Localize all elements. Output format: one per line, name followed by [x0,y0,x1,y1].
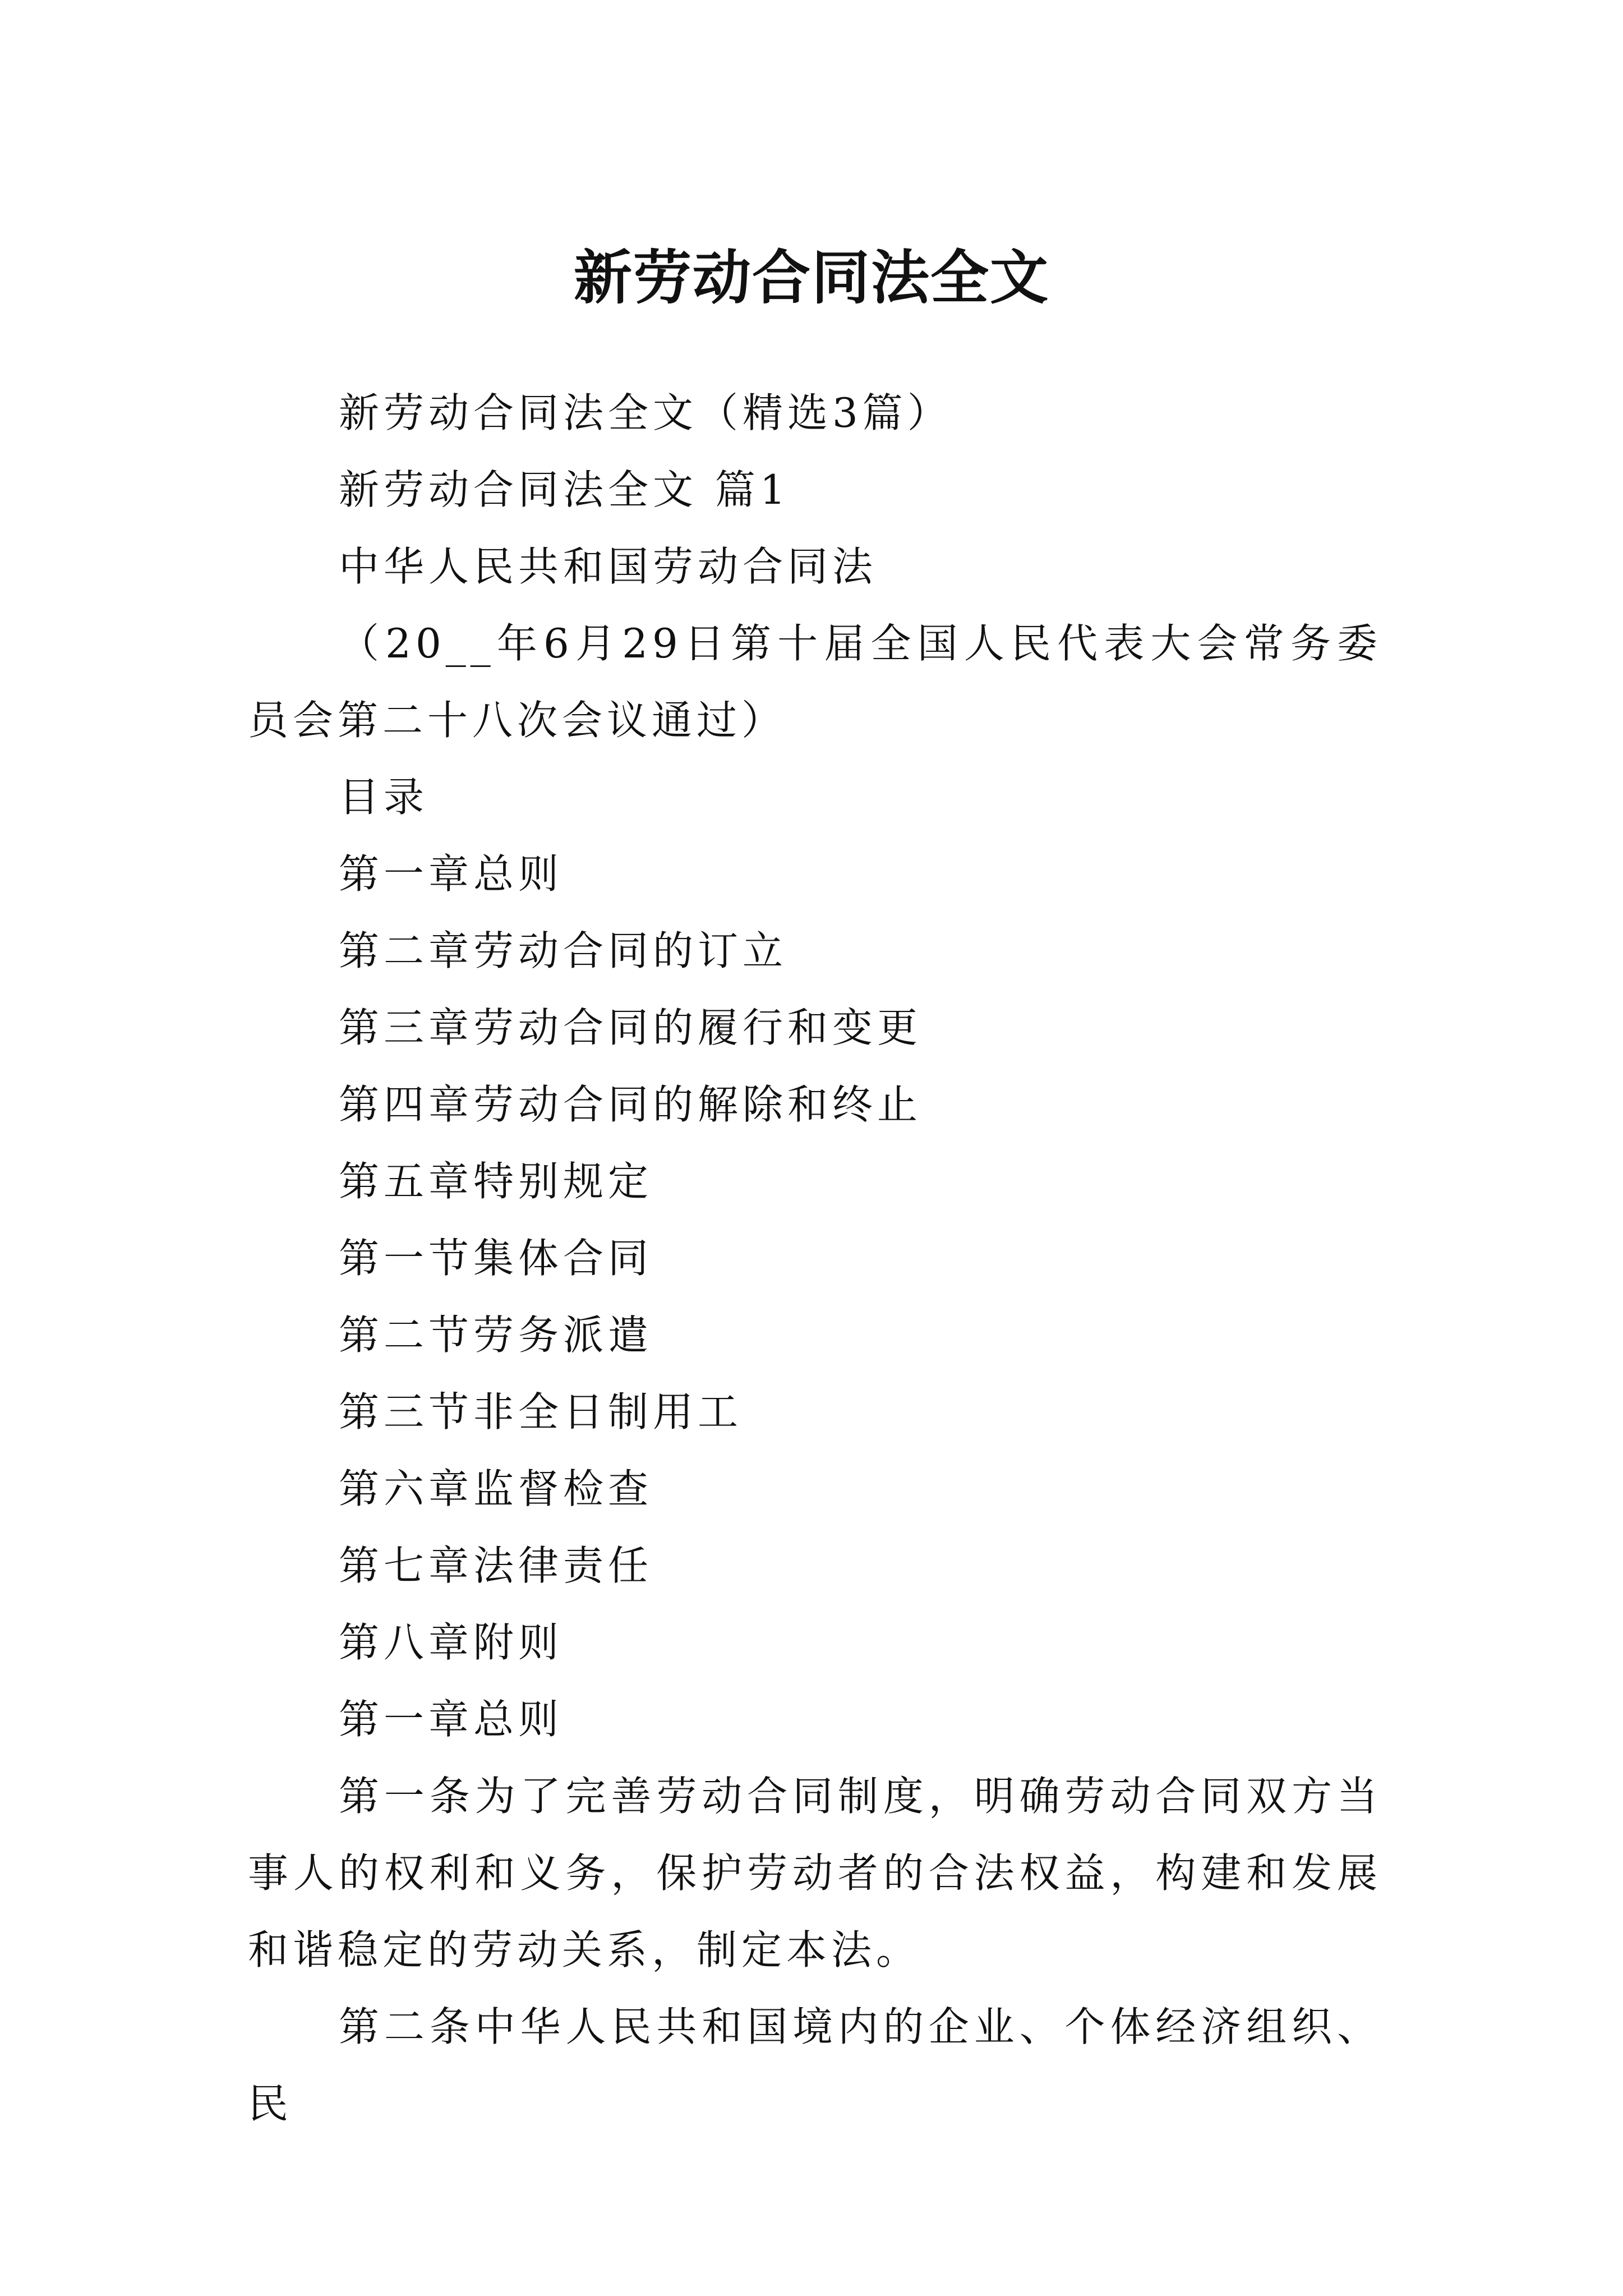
toc-item: 第八章附则 [339,1619,564,1666]
article-paragraph: 第二条中华人民共和国境内的企业、个体经济组织、民 [248,2003,1382,2127]
paragraph-toc-heading: 目录 [339,774,429,821]
toc-item: 第一节集体合同 [339,1235,653,1282]
document-title: 新劳动合同法全文 [573,243,1049,312]
article-paragraph: 第一条为了完善劳动合同制度，明确劳动合同双方当事人的权利和义务，保护劳动者的合法权益，构建和发展和谐稳定的劳动关系，制定本法。 [248,1773,1382,1973]
toc-item: 第四章劳动合同的解除和终止 [339,1081,923,1128]
toc-item: 第五章特别规定 [339,1158,653,1205]
toc-item: 第六章监督检查 [339,1465,653,1512]
document-body [248,375,1382,2142]
toc-item: 第三节非全日制用工 [339,1388,743,1435]
toc-item: 第三章劳动合同的履行和变更 [339,1004,923,1051]
toc-item: 第一章总则 [339,850,564,898]
paragraph-law-name: 中华人民共和国劳动合同法 [339,543,878,590]
paragraph-part-heading: 新劳动合同法全文 篇1 [339,466,790,513]
toc-item: 第二节劳务派遣 [339,1312,653,1359]
toc-item: 第二章劳动合同的订立 [339,927,788,974]
chapter-heading: 第一章总则 [339,1696,564,1743]
paragraph-subtitle: 新劳动合同法全文（精选3篇） [339,389,952,436]
toc-item: 第七章法律责任 [339,1542,653,1589]
paragraph-adoption-note: （20__年6月29日第十届全国人民代表大会常务委员会第二十八次会议通过） [248,620,1382,744]
